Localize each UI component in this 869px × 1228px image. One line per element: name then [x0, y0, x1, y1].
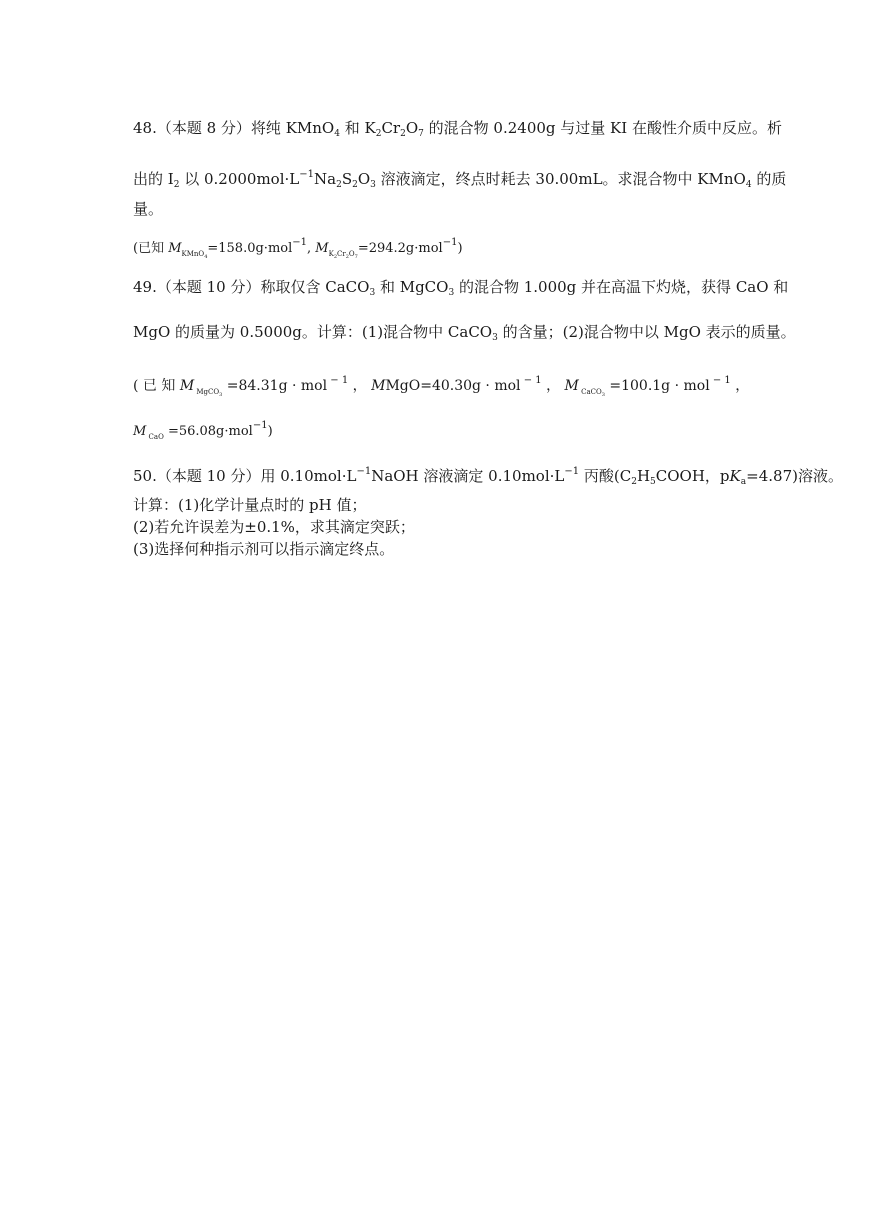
problem-50-line-2: 计算：(1)化学计量点时的 pH 值；	[133, 496, 367, 514]
problem-50-line-1: 50.（本题 10 分）用 $0.10mol\cdot L^{-1}NaOH$ 溶液滴定 $0.10mol\cdot L^{-1}$ 丙酸($C_2H_5COOH$，$pK_a=4.87$)溶液。	[133, 466, 843, 487]
problem-48-line-3: 量。	[133, 200, 164, 218]
problem-48-line-2: 出的 $I_2$ 以 $0.2000mol\cdot L^{-1}Na_2S_2O_3$ 溶液滴定，终点时耗去 30.00mL。求混合物中 KMnO$_4$ 的质	[133, 169, 787, 190]
problem-49-given-1: ( 已 知 M $_{MgCO_3}$ =84.31g · mol $^{- 1}$ ， MMgO=40.30g · mol $^{- 1}$ ， M $_{CaCO_3}$ =100.1g · mol $^{- 1}$ ，	[133, 375, 750, 398]
problem-49-line-2: MgO 的质量为 0.5000g。计算：(1)混合物中 CaCO$_3$ 的含量；(2)混合物中以 MgO 表示的质量。	[133, 323, 796, 343]
problem-48-line-1: 48.（本题 8 分）将纯 KMnO$_4$ 和 $K_2Cr_2O_7$ 的混合物 0.2400g 与过量 KI 在酸性介质中反应。析	[133, 119, 782, 139]
problem-50-line-3: (2)若允许误差为±0.1%，求其滴定突跃；	[133, 518, 415, 536]
problem-48-given: (已知 $M_{KMnO_4}=158.0g\cdot mol^{-1}$, $M_{K_2Cr_2O_7}=294.2g\cdot mol^{-1}$)	[133, 237, 463, 260]
problem-50-line-4: (3)选择何种指示剂可以指示滴定终点。	[133, 540, 395, 558]
problem-49-line-1: 49.（本题 10 分）称取仅含 CaCO$_3$ 和 MgCO$_3$ 的混合物 1.000g 并在高温下灼烧，获得 CaO 和	[133, 278, 789, 298]
problem-49-given-2: M $_{CaO}$ =56.08g·mol$^{-1}$)	[133, 420, 273, 441]
